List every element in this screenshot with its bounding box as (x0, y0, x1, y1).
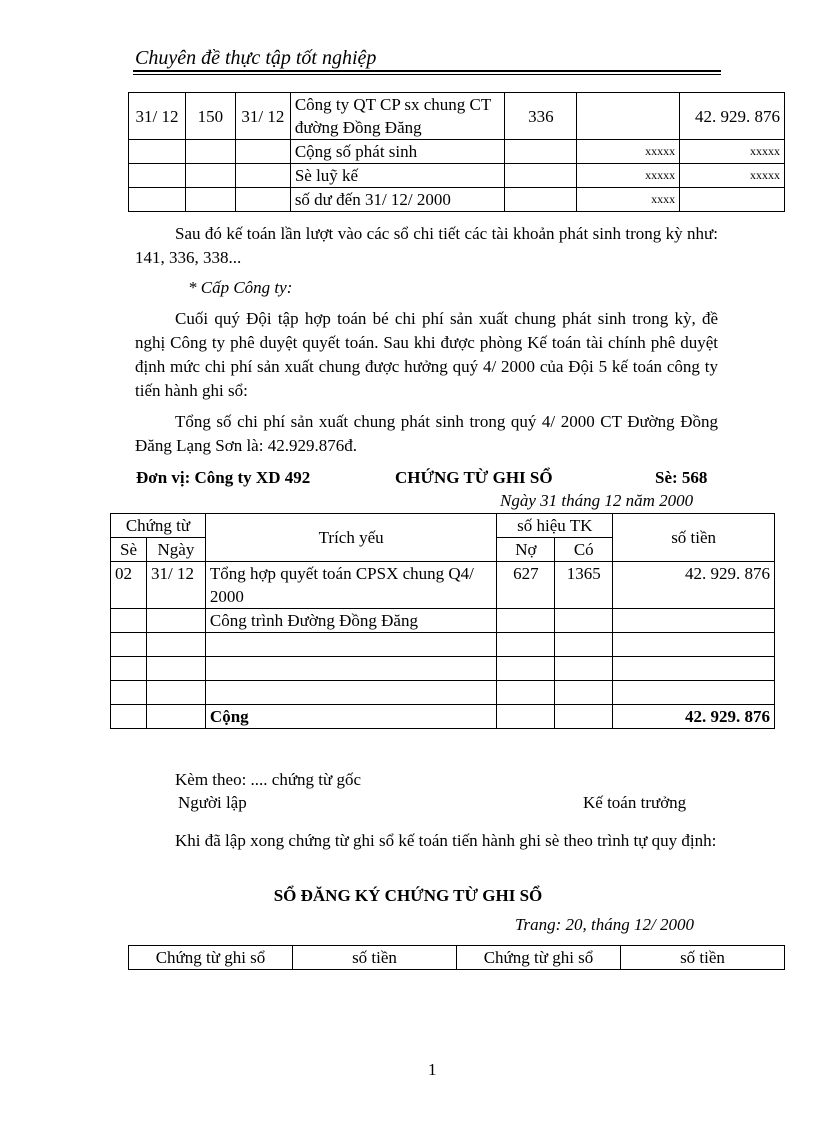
debit: xxxxx (577, 140, 680, 164)
header-no: Sè (111, 538, 147, 562)
paragraph: Khi đã lập xong chứng từ ghi sổ kế toán tiến hành ghi sè theo trình tự quy định: (175, 831, 717, 850)
preparer-label: Người lập (178, 793, 247, 812)
table-row (129, 188, 785, 212)
table-row (111, 609, 775, 633)
entry-date: 31/ 12 (235, 93, 290, 140)
description: Tổng hợp quyết toán CPSX chung Q4/ 2000 (205, 562, 496, 609)
header-debit: Nợ (497, 538, 555, 562)
description: Sè luỹ kế (290, 164, 505, 188)
total-label: Cộng (205, 705, 496, 729)
col-header: số tiền (621, 946, 785, 970)
register-page: Trang: 20, tháng 12/ 2000 (515, 915, 694, 934)
debit-account: 627 (497, 562, 555, 609)
attachment-note: Kèm theo: .... chứng từ gốc (175, 770, 362, 789)
register-table (128, 945, 785, 970)
no: 02 (111, 562, 147, 609)
header-date: Ngày (146, 538, 205, 562)
paragraph: Tổng số chi phí sản xuất chung phát sinh trong quý 4/ 2000 CT Đường Đồng Đăng Lạng Sơn là: 42.929.876đ. (135, 412, 718, 455)
chief-accountant-label: Kế toán trưởng (583, 793, 687, 812)
header-amount: số tiền (613, 514, 775, 562)
ledger-table (128, 92, 785, 212)
table-row (111, 657, 775, 681)
header-rule (133, 70, 721, 75)
col-header: Chứng từ ghi sổ (457, 946, 621, 970)
debit (577, 93, 680, 140)
col-header: số tiền (293, 946, 457, 970)
total-row (111, 705, 775, 729)
paragraph: Sau đó kế toán lần lượt vào các sổ chi tiết các tài khoản phát sinh trong kỳ như: 141, 336, 338... (135, 224, 718, 267)
debit: xxxx (577, 188, 680, 212)
paragraph: Cuối quý Đội tập hợp toán bé chi phí sản xuất chung phát sinh trong kỳ, đề nghị Công ty phê duyệt quyết toán. Sau khi được phòng Kế toán tài chính phê duyệt định mức chi phí sản xuất chung được hưởng quý 4/ 2000 của Đội 5 kế toán công ty tiến hành ghi sổ: (135, 309, 718, 400)
voucher-number: Sè: 568 (655, 468, 708, 487)
table-row (111, 681, 775, 705)
table-row (129, 93, 785, 140)
col-header: Chứng từ ghi sổ (129, 946, 293, 970)
description: Công trình Đường Đồng Đăng (205, 609, 496, 633)
header-desc: Trích yếu (205, 514, 496, 562)
credit (680, 188, 785, 212)
header-acct: số hiệu TK (497, 514, 613, 538)
doc-date: 31/ 12 (129, 93, 186, 140)
credit-account: 1365 (555, 562, 613, 609)
debit: xxxxx (577, 164, 680, 188)
amount: 42. 929. 876 (613, 562, 775, 609)
description: Công ty QT CP sx chung CT đường Đồng Đăng (290, 93, 505, 140)
table-row (111, 633, 775, 657)
subheading: * Cấp Công ty: (188, 278, 293, 297)
voucher-table (110, 513, 775, 729)
credit: xxxxx (680, 164, 785, 188)
table-row (129, 140, 785, 164)
date: 31/ 12 (146, 562, 205, 609)
table-row (111, 562, 775, 609)
doc-number: 150 (185, 93, 235, 140)
page-number: 1 (428, 1060, 437, 1079)
total-amount: 42. 929. 876 (613, 705, 775, 729)
credit: xxxxx (680, 140, 785, 164)
voucher-title: CHỨNG TỪ GHI SỔ (395, 468, 553, 487)
description: số dư đến 31/ 12/ 2000 (290, 188, 505, 212)
account: 336 (505, 93, 577, 140)
header-credit: Có (555, 538, 613, 562)
header-doc: Chứng từ (111, 514, 206, 538)
credit: 42. 929. 876 (680, 93, 785, 140)
voucher-date: Ngày 31 tháng 12 năm 2000 (500, 491, 694, 510)
register-title: SỔ ĐĂNG KÝ CHỨNG TỪ GHI SỔ (273, 886, 543, 905)
description: Cộng số phát sinh (290, 140, 505, 164)
running-header: Chuyên đề thực tập tốt nghiệp (135, 47, 377, 69)
unit-label: Đơn vị: Công ty XD 492 (136, 468, 311, 487)
table-row (129, 164, 785, 188)
